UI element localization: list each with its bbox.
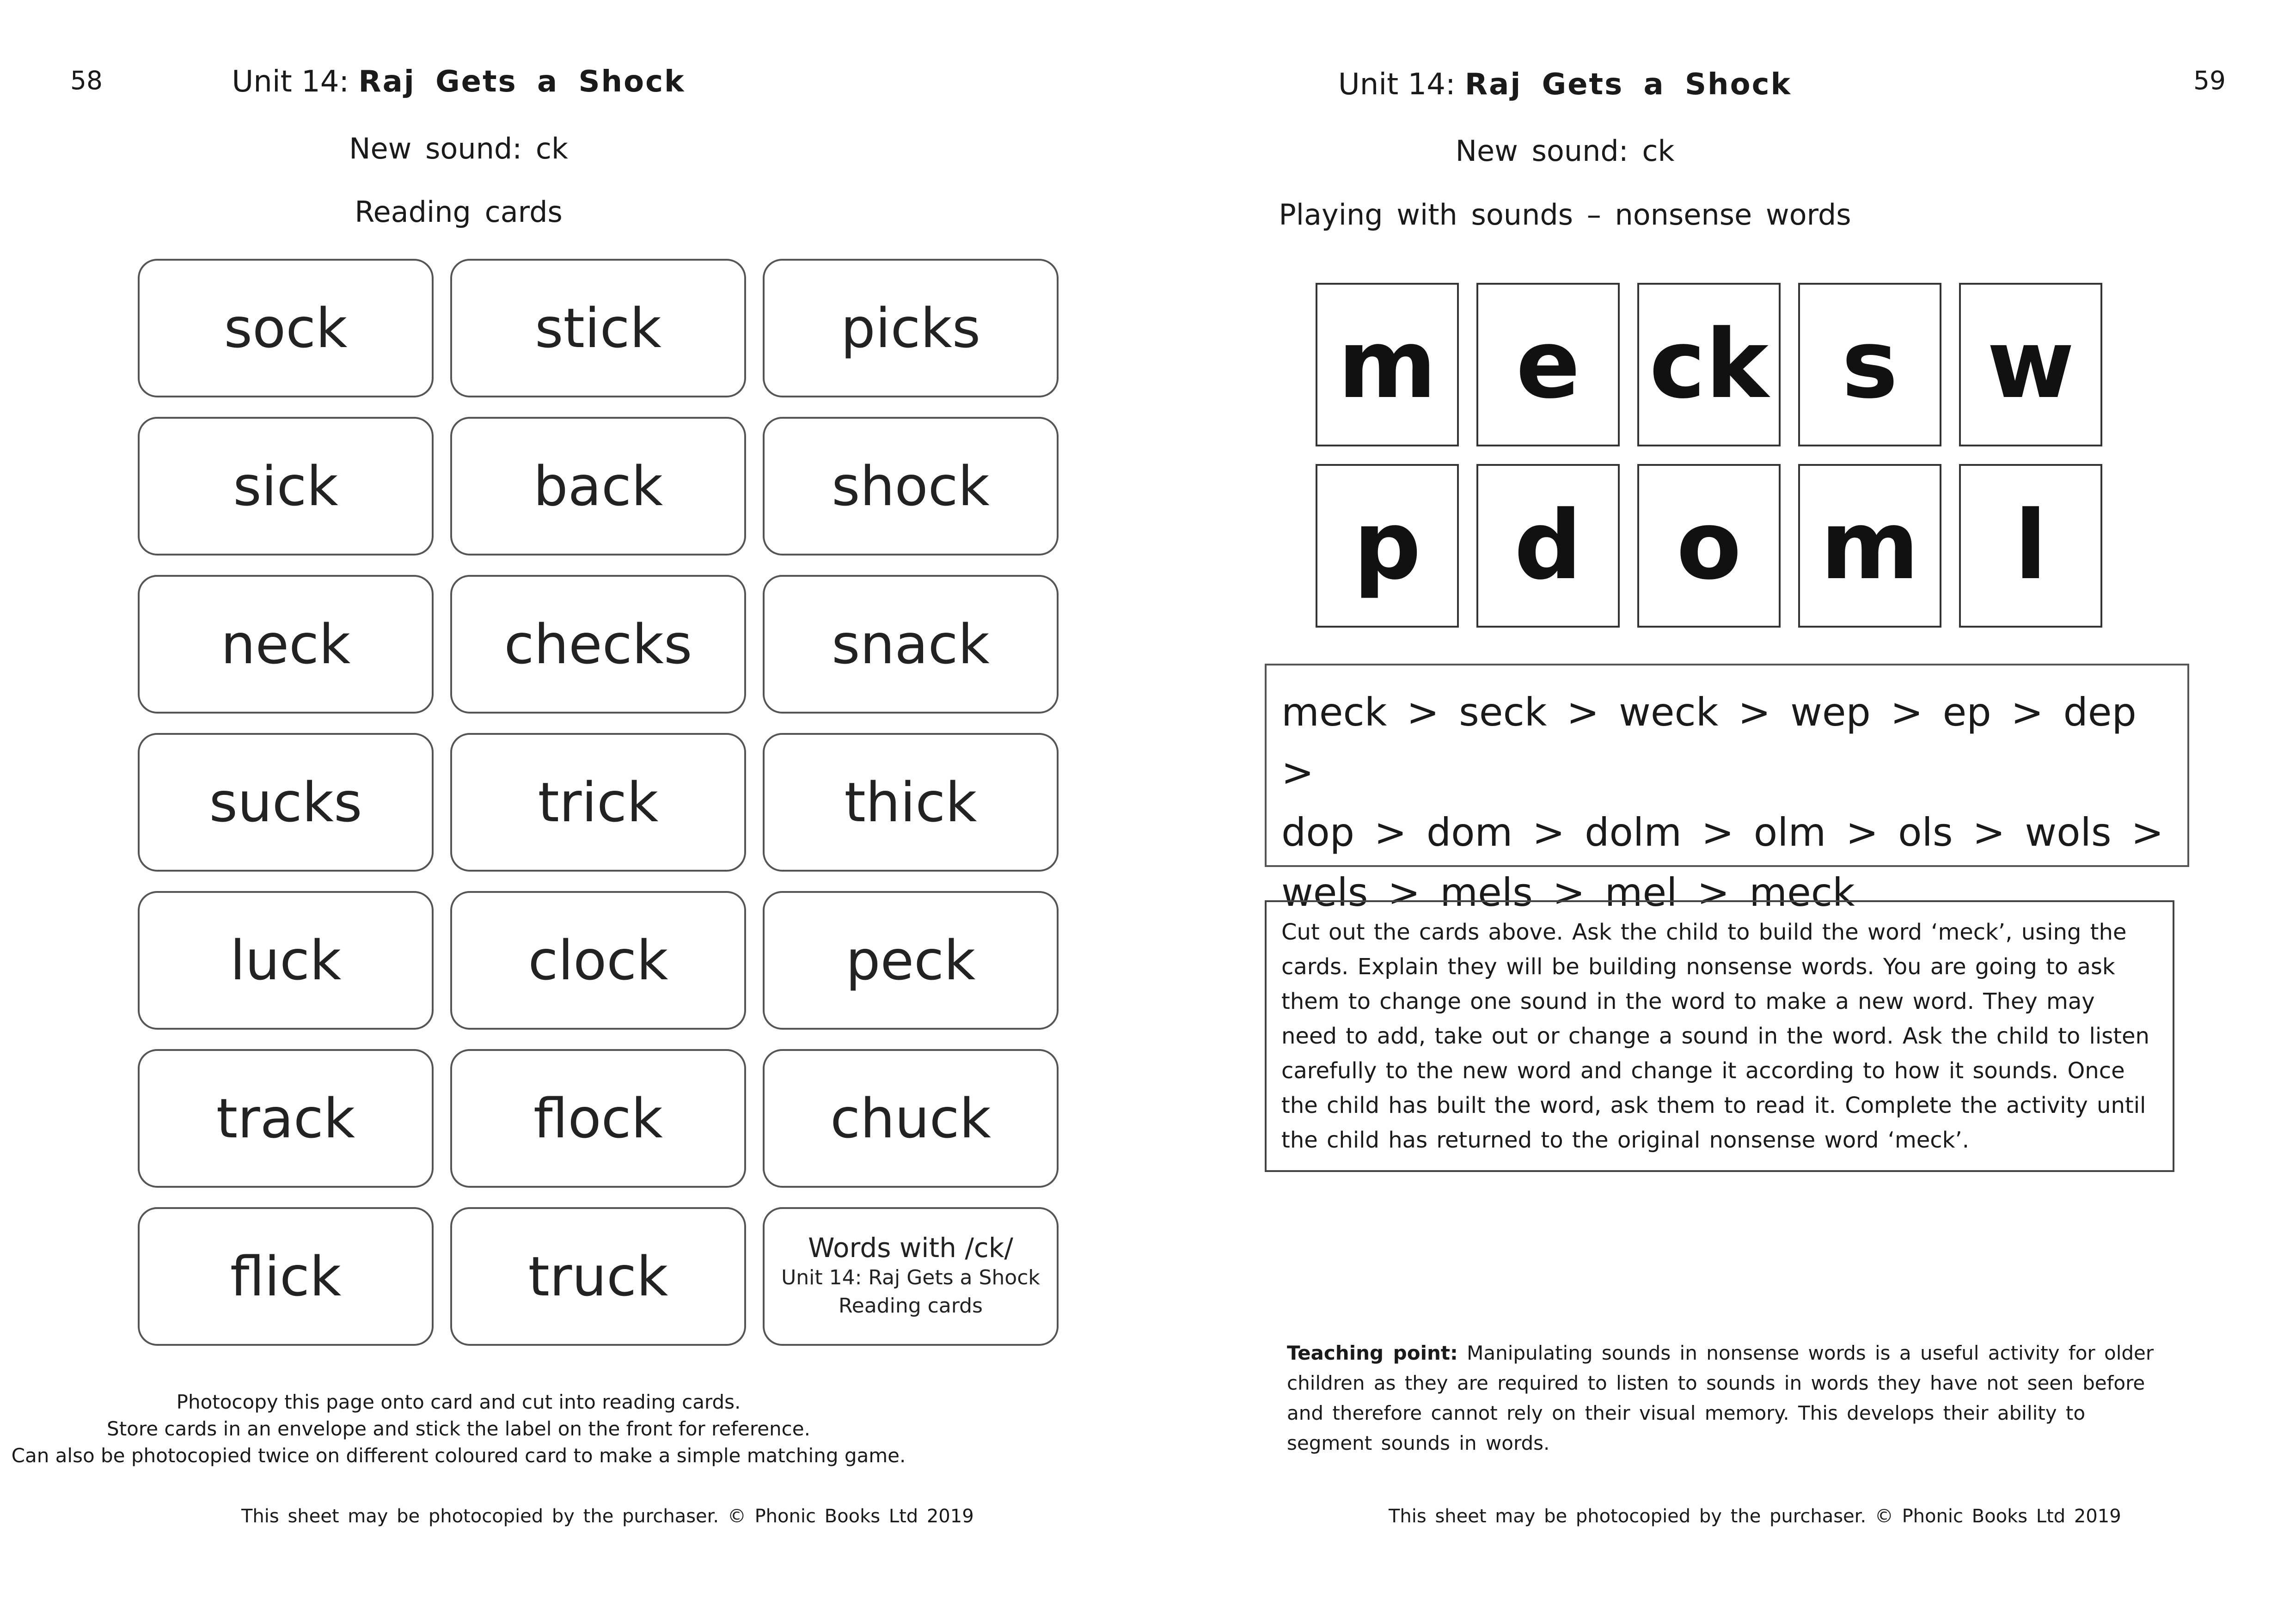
unit-name: Raj Gets a Shock (358, 65, 686, 99)
reading-card: stick (450, 259, 746, 397)
unit-title (991, 67, 2139, 102)
label-card (763, 1207, 1059, 1346)
new-sound: New sound: ck (349, 132, 568, 165)
reading-cards-grid (138, 259, 1059, 1346)
section-title: Playing with sounds – nonsense words (1279, 198, 1851, 232)
label-card-section: Reading cards (839, 1294, 983, 1318)
word-chain-line: meck > seck > weck > wep > ep > dep > (1281, 690, 2137, 795)
reading-card: back (450, 417, 746, 556)
sound-tiles-grid (1316, 283, 2102, 628)
right-page (1148, 0, 2296, 1624)
copyright-footer: This sheet may be photocopied by the purchaser. © Phonic Books Ltd 2019 (241, 1506, 974, 1527)
instruction-line: Can also be photocopied twice on different coloured card to make a simple matching game. (11, 1444, 906, 1467)
reading-card: clock (450, 891, 746, 1030)
sound-tile: e (1476, 283, 1620, 446)
reading-card: luck (138, 891, 434, 1030)
reading-card: snack (763, 575, 1059, 714)
sound-tile: d (1476, 464, 1620, 628)
sound-tile: l (1959, 464, 2102, 628)
reading-card: trick (450, 733, 746, 872)
sound-tile: p (1316, 464, 1459, 628)
sound-tile: m (1316, 283, 1459, 446)
reading-card: sick (138, 417, 434, 556)
activity-instructions-box: Cut out the cards above. Ask the child to build the word ‘meck’, using the cards. Explain they will be building nonsense words. You are going to ask them to change one sound in the word to make a new word. They may need to add, take out or change a sound in the word. Ask the child to listen carefully to the new word and change it according to how it sounds. Once the child has built the word, ask them to read it. Complete the activity until the child has returned to the original nonsense word ‘meck’. (1265, 900, 2174, 1172)
reading-card: flock (450, 1049, 746, 1188)
word-chain-line: dop > dom > dolm > olm > ols > wols > (1281, 810, 2164, 855)
sound-tile: m (1798, 464, 1941, 628)
word-chain-box (1265, 664, 2189, 915)
unit-prefix: Unit 14: (1338, 67, 1456, 102)
reading-card: shock (763, 417, 1059, 556)
copyright-footer: This sheet may be photocopied by the purchaser. © Phonic Books Ltd 2019 (1389, 1506, 2121, 1527)
instruction-line: Photocopy this page onto card and cut into reading cards. (176, 1391, 741, 1413)
page-number: 58 (70, 66, 103, 95)
teaching-point-label: Teaching point: (1287, 1342, 1458, 1364)
reading-card: sucks (138, 733, 434, 872)
instruction-line: Store cards in an envelope and stick the label on the front for reference. (107, 1417, 810, 1440)
sound-tile: o (1637, 464, 1781, 628)
reading-card: picks (763, 259, 1059, 397)
page-number: 59 (2193, 66, 2226, 95)
teaching-point-text: Manipulating sounds in nonsense words is a useful activity for older children as they are required to listen to sounds in words they have not seen before and therefore cannot rely on their visual memory. This develops their ability to segment sounds in words. (1287, 1342, 2154, 1454)
unit-title (0, 65, 1033, 99)
label-card-unit: Unit 14: Raj Gets a Shock (781, 1265, 1040, 1289)
reading-card: checks (450, 575, 746, 714)
section-title: Reading cards (355, 195, 563, 229)
reading-card: peck (763, 891, 1059, 1030)
photocopy-instructions (0, 1389, 1033, 1469)
sound-tile: w (1959, 283, 2102, 446)
reading-card: truck (450, 1207, 746, 1346)
word-chain-line: wels > mels > mel > meck (1281, 870, 1855, 915)
teaching-point (1287, 1338, 2165, 1458)
unit-prefix: Unit 14: (232, 65, 349, 99)
reading-card: track (138, 1049, 434, 1188)
reading-card: chuck (763, 1049, 1059, 1188)
unit-name: Raj Gets a Shock (1464, 67, 1792, 102)
reading-card: thick (763, 733, 1059, 872)
sound-tile: s (1798, 283, 1941, 446)
reading-card: flick (138, 1207, 434, 1346)
reading-card: sock (138, 259, 434, 397)
sound-tile: ck (1637, 283, 1781, 446)
reading-card: neck (138, 575, 434, 714)
new-sound: New sound: ck (1455, 134, 1675, 168)
label-card-heading: Words with /ck/ (808, 1232, 1013, 1264)
